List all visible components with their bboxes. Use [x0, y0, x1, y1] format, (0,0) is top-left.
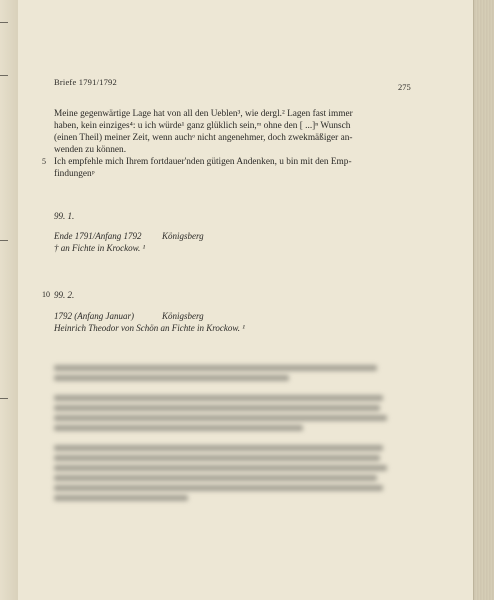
page-number: 275 — [398, 82, 411, 92]
entry-recipient: † an Fichte in Krockow. ¹ — [54, 243, 146, 253]
paragraph-line: Ich empfehle mich Ihrem fortdauer'nden gütigen Andenken, u bin mit den Emp- — [54, 157, 352, 167]
paragraph-line: Meine gegenwärtige Lage hat von all den Ueblen³, wie dergl.² Lagen fast immer — [54, 109, 353, 119]
entry-place: Königsberg — [162, 231, 204, 241]
spine-mark — [0, 398, 8, 399]
entry-place: Königsberg — [162, 311, 204, 321]
entry-date: 1792 (Anfang Januar) — [54, 311, 134, 321]
entry-date: Ende 1791/Anfang 1792 — [54, 231, 142, 241]
paragraph-line: (einen Theil) meiner Zeit, wenn auchᵒ nicht angenehmer, doch zwekmäßiger an- — [54, 133, 353, 143]
paragraph-line: haben, kein einziges⁴: u ich würde¹ ganz glüklich sein,ᵐ ohne den [ ...]ⁿ Wunsch — [54, 121, 351, 131]
book-spine — [0, 0, 18, 600]
running-head: Briefe 1791/1792 — [54, 77, 117, 87]
entry-number: 99. 1. — [54, 211, 75, 221]
line-number: 10 — [42, 290, 50, 299]
entry-recipient: Heinrich Theodor von Schön an Fichte in Krockow. ¹ — [54, 323, 245, 333]
entry-number: 99. 2. — [54, 290, 75, 300]
paragraph-line: wenden zu können. — [54, 145, 127, 155]
paragraph-line: findungenᵖ — [54, 169, 95, 179]
line-number: 5 — [42, 157, 46, 166]
page-edge — [473, 0, 494, 600]
spine-mark — [0, 240, 8, 241]
spine-mark — [0, 22, 8, 23]
spine-mark — [0, 75, 8, 76]
blurred-footnotes — [54, 365, 390, 505]
